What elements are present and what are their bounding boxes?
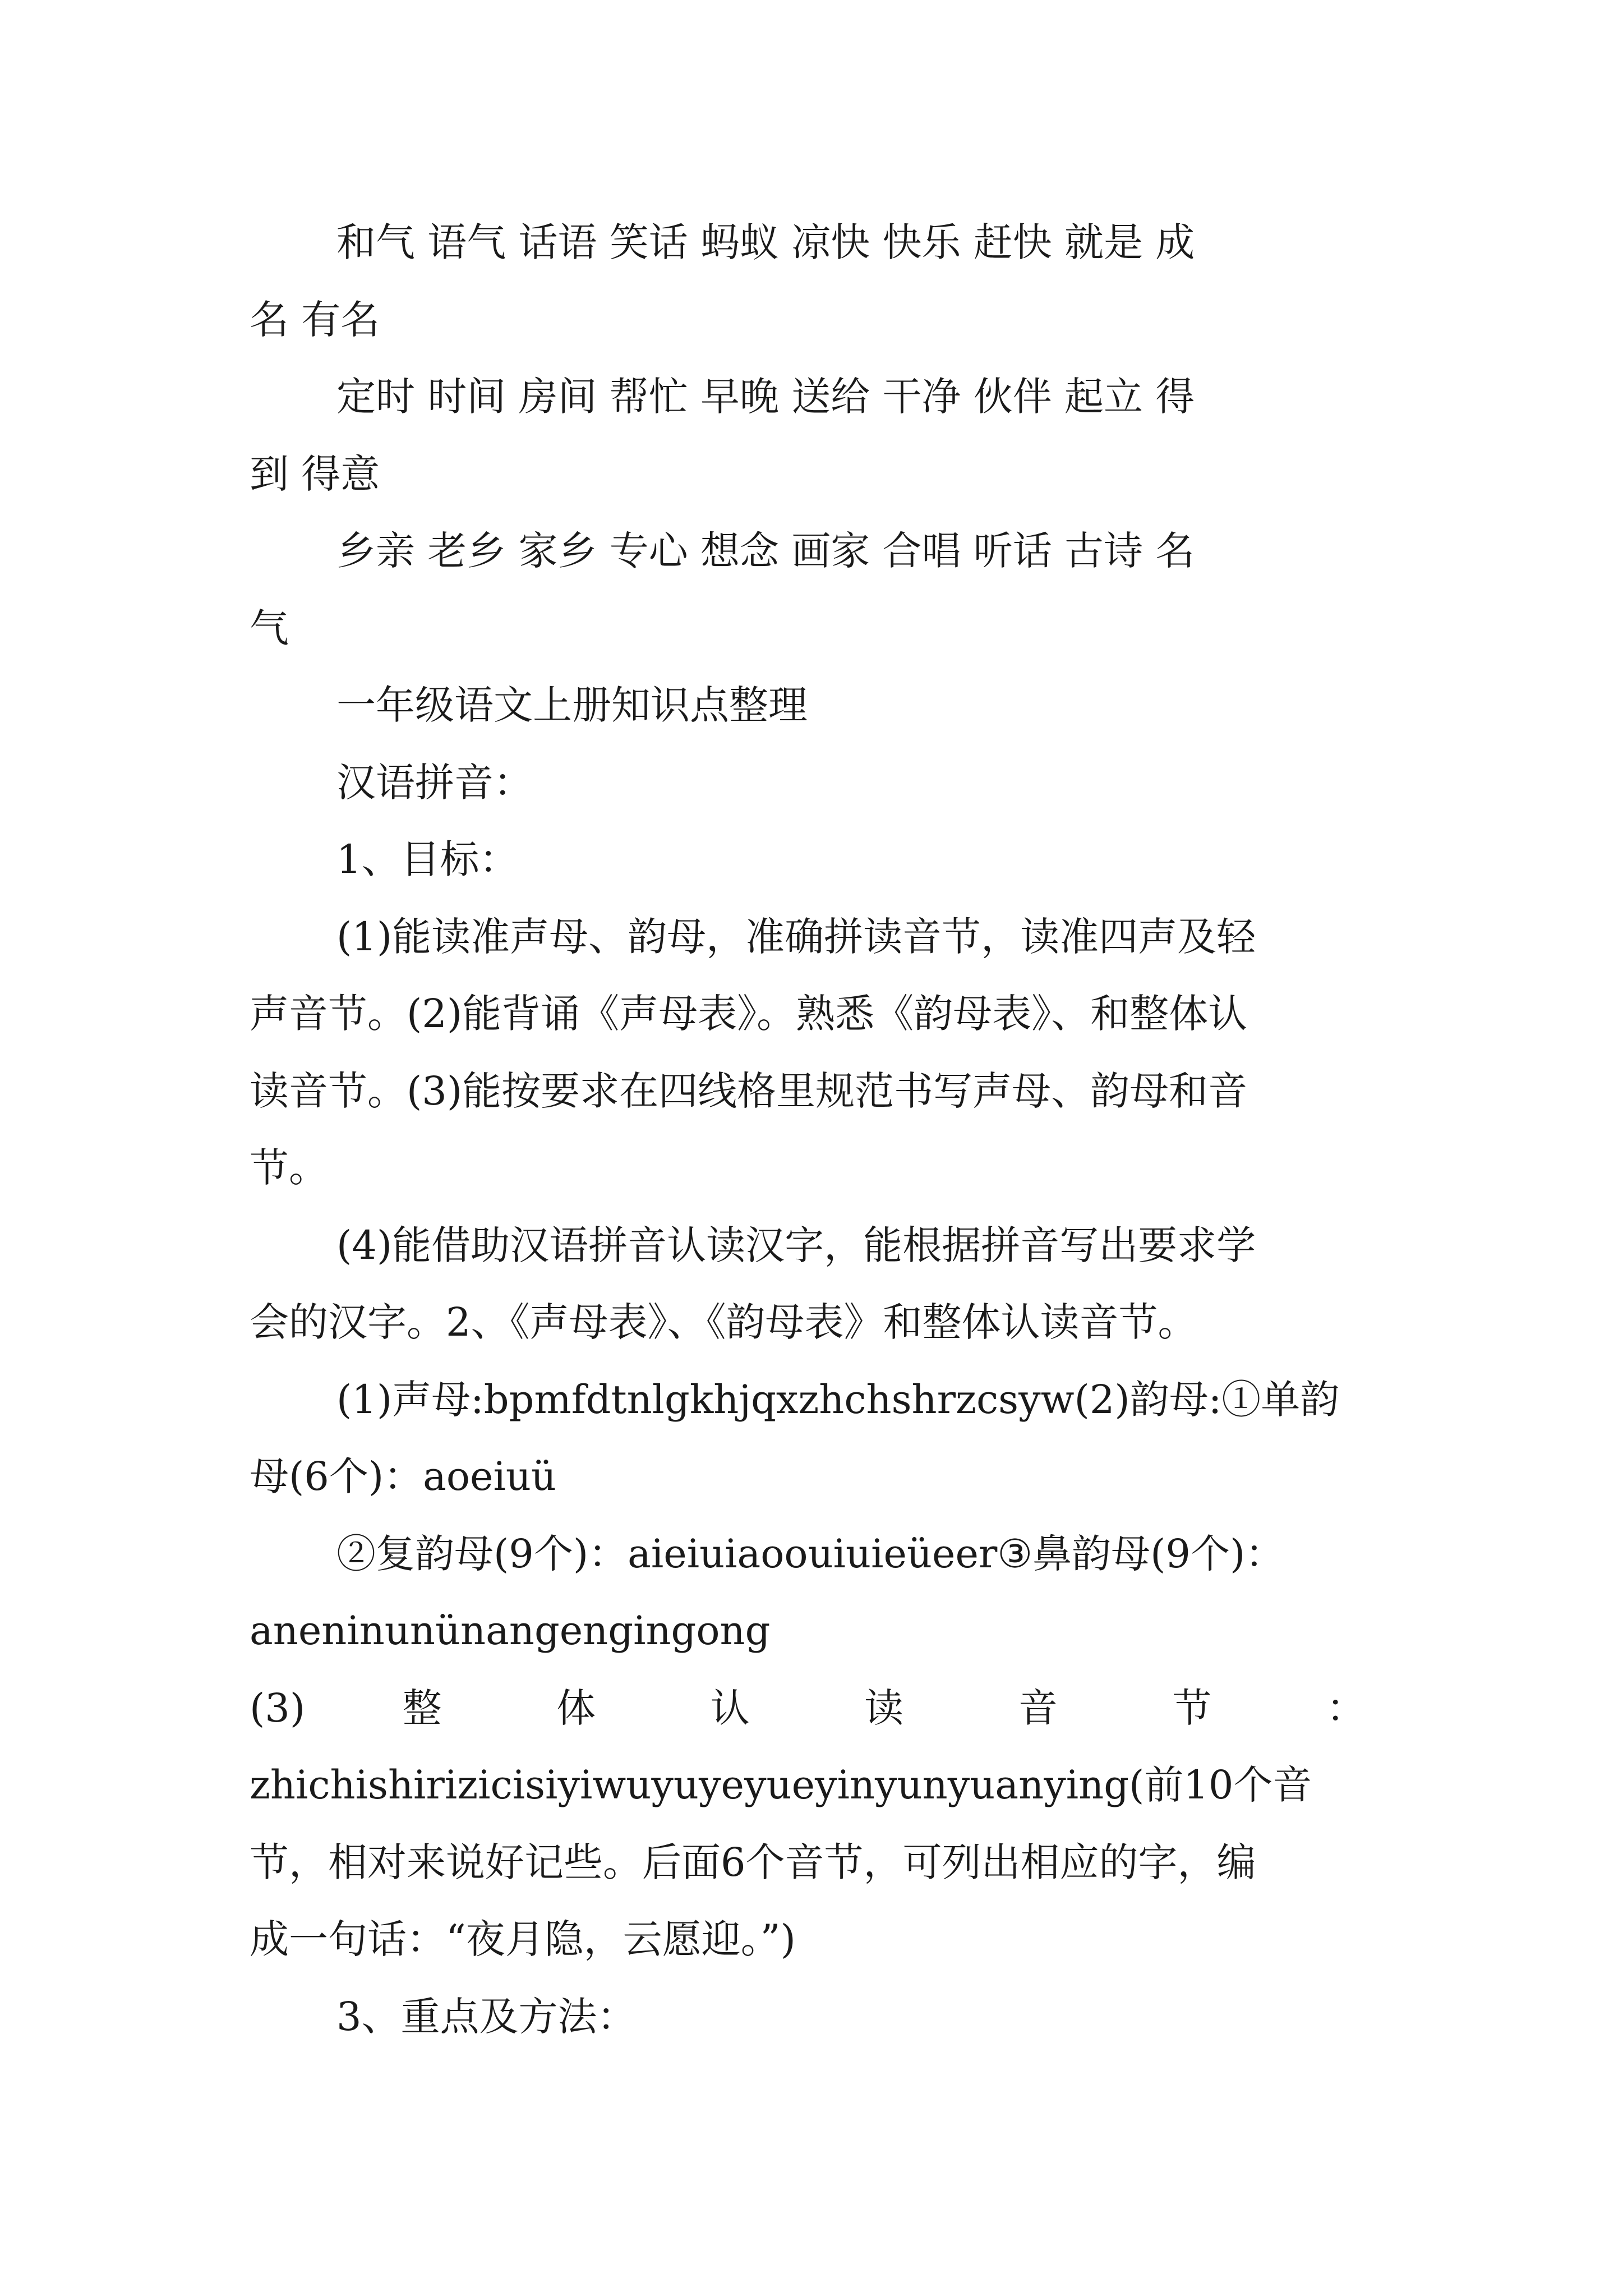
paragraph-line: ②复韵母(9个)：aieiuiaoouiuieüeer③鼻韵母(9个)： xyxy=(336,1531,1285,1577)
paragraph-line: zhichishirizicisiyiwuyuyeyueyinyunyuanying(前10个音 xyxy=(250,1762,1312,1808)
item-heading-goals: 1、目标： xyxy=(336,836,519,882)
paragraph-line: 会的汉字。2、《声母表》、《韵母表》和整体认读音节。 xyxy=(250,1299,1197,1345)
vocab-line-3: 乡亲 老乡 家乡 专心 想念 画家 合唱 听话 古诗 名 xyxy=(336,528,1195,574)
paragraph-line: 成一句话：“夜月隐，云愿迎。”) xyxy=(250,1916,796,1962)
paragraph-line: aneninunünangengingong xyxy=(250,1608,771,1654)
vocab-line-1-cont: 名 有名 xyxy=(250,297,380,343)
paragraph-line: 读音节。(3)能按要求在四线格里规范书写声母、韵母和音 xyxy=(250,1068,1248,1114)
subsection-heading: 汉语拼音： xyxy=(336,760,533,806)
paragraph-line: (1)能读准声母、韵母，准确拼读音节，读准四声及轻 xyxy=(336,914,1256,960)
vocab-line-2-cont: 到 得意 xyxy=(250,451,380,497)
paragraph-line-justified: (3) 整 体 认 读 音 节 ： xyxy=(250,1685,1366,1731)
paragraph-line: 节，相对来说好记些。后面6个音节，可列出相应的字，编 xyxy=(250,1839,1256,1885)
vocab-line-1: 和气 语气 话语 笑话 蚂蚁 凉快 快乐 赶快 就是 成 xyxy=(336,219,1195,265)
vocab-line-3-cont: 气 xyxy=(250,605,289,651)
item-heading-methods: 3、重点及方法： xyxy=(336,1994,637,2040)
vocab-line-2: 定时 时间 房间 帮忙 早晚 送给 干净 伙伴 起立 得 xyxy=(336,374,1195,420)
paragraph-line: (4)能借助汉语拼音认读汉字，能根据拼音写出要求学 xyxy=(336,1222,1256,1268)
paragraph-line: 母(6个)：aoeiuü xyxy=(250,1453,557,1499)
section-heading: 一年级语文上册知识点整理 xyxy=(336,682,808,728)
paragraph-line: (1)声母:bpmfdtnlgkhjqxzhchshrzcsyw(2)韵母:①单韵 xyxy=(336,1377,1340,1423)
paragraph-line: 声音节。(2)能背诵《声母表》。熟悉《韵母表》、和整体认 xyxy=(250,991,1248,1037)
paragraph-line: 节。 xyxy=(250,1145,328,1191)
